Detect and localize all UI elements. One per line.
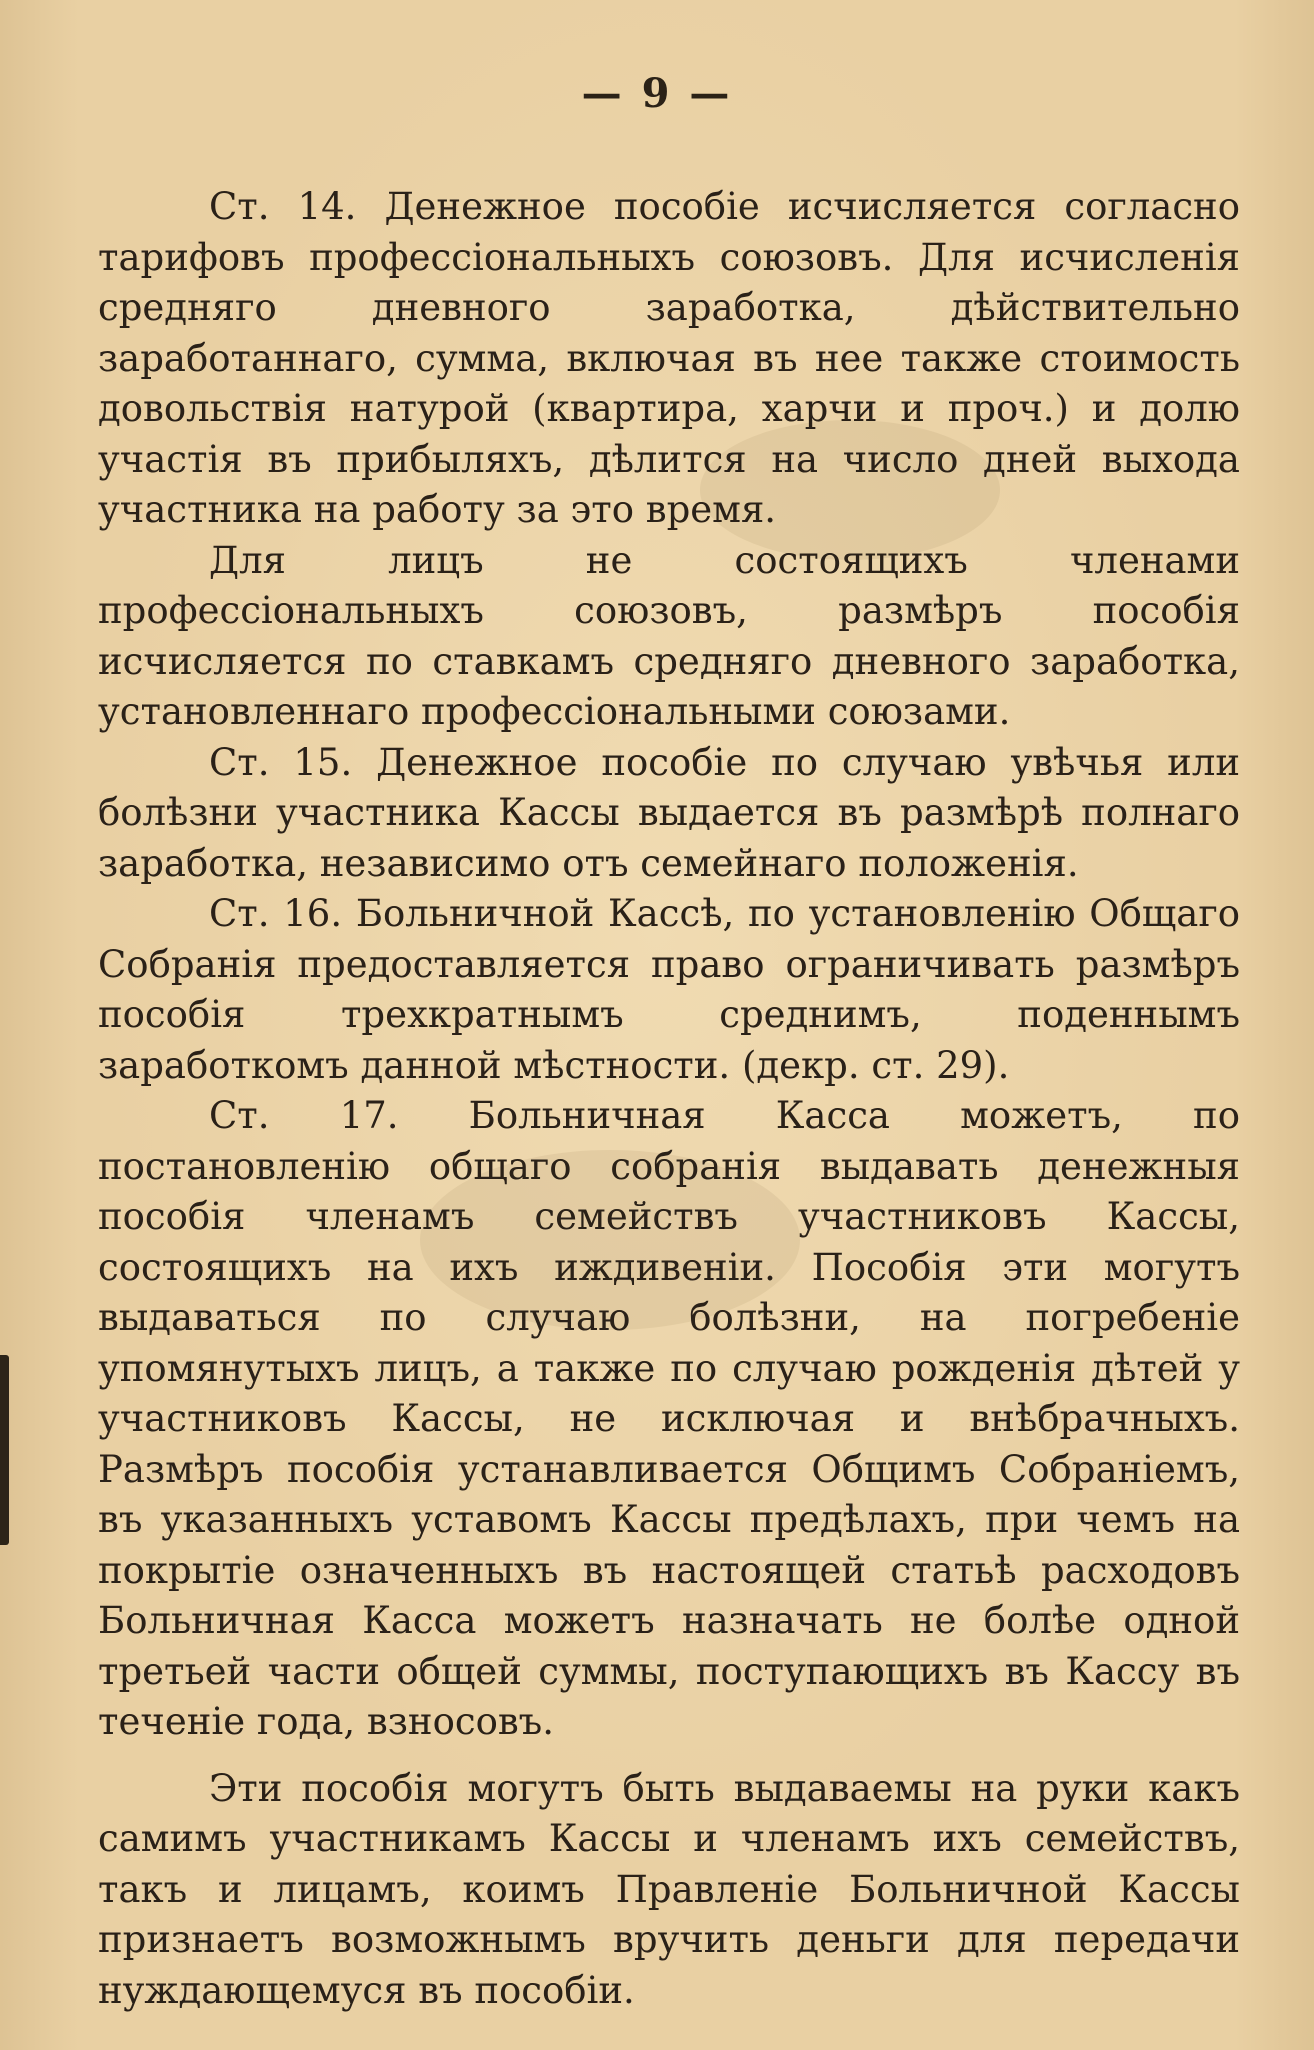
paragraph-art-17-cont: Эти пособія могутъ быть выдаваемы на руки какъ самимъ участникамъ Кассы и членамъ ихъ семействъ, такъ и лицамъ, коимъ Правленіе Больничной Кассы признаетъ возможнымъ вручить деньги для передачи нуждающемуся въ пособіи. — [98, 1766, 1240, 2012]
binding-edge-mark — [0, 1355, 9, 1545]
paragraph-art-14-cont: Для лицъ не состоящихъ членами профессіональныхъ союзовъ, размѣръ пособія исчисляется по ставкамъ средняго дневного заработка, установленнаго профессіональными союзами. — [98, 538, 1240, 733]
body-text — [98, 182, 1240, 2016]
paragraph-art-15: Ст. 15. Денежное пособіе по случаю увѣчья или болѣзни участника Кассы выдается въ размѣрѣ полнаго заработка, независимо отъ семейнаго положенія. — [98, 740, 1240, 885]
paragraph-art-16: Ст. 16. Больничной Кассѣ, по установленію Общаго Собранія предоставляется право ограничивать размѣръ пособія трехкратнымъ среднимъ, поденнымъ заработкомъ данной мѣстности. (декр. ст. 29). — [98, 892, 1240, 1087]
paragraph-art-17: Ст. 17. Больничная Касса можетъ, по постановленію общаго собранія выдавать денежныя пособія членамъ семействъ участниковъ Кассы, состоящихъ на ихъ иждивеніи. Пособія эти могутъ выдаваться по случаю болѣзни, на погребеніе упомянутыхъ лицъ, а также по случаю рожденія дѣтей у участниковъ Кассы, не исключая и внѣбрачныхъ. Размѣръ пособія устанавливается Общимъ Собраніемъ, въ указанныхъ уставомъ Кассы предѣлахъ, при чемъ на покрытіе означенныхъ въ настоящей статьѣ расходовъ Больничная Касса можетъ назначать не болѣе одной третьей части общей суммы, поступающихъ въ Кассу въ теченіе года, взносовъ. — [98, 1094, 1240, 1743]
paragraph-art-14: Ст. 14. Денежное пособіе исчисляется согласно тарифовъ профессіональныхъ союзовъ. Для исчисленія средняго дневного заработка, дѣйствительно заработаннаго, сумма, включая въ нее также стоимость довольствія натурой (квартира, харчи и проч.) и долю участія въ прибыляхъ, дѣлится на число дней выхода участника на работу за это время. — [98, 185, 1240, 531]
page-number: — 9 — — [581, 70, 733, 117]
